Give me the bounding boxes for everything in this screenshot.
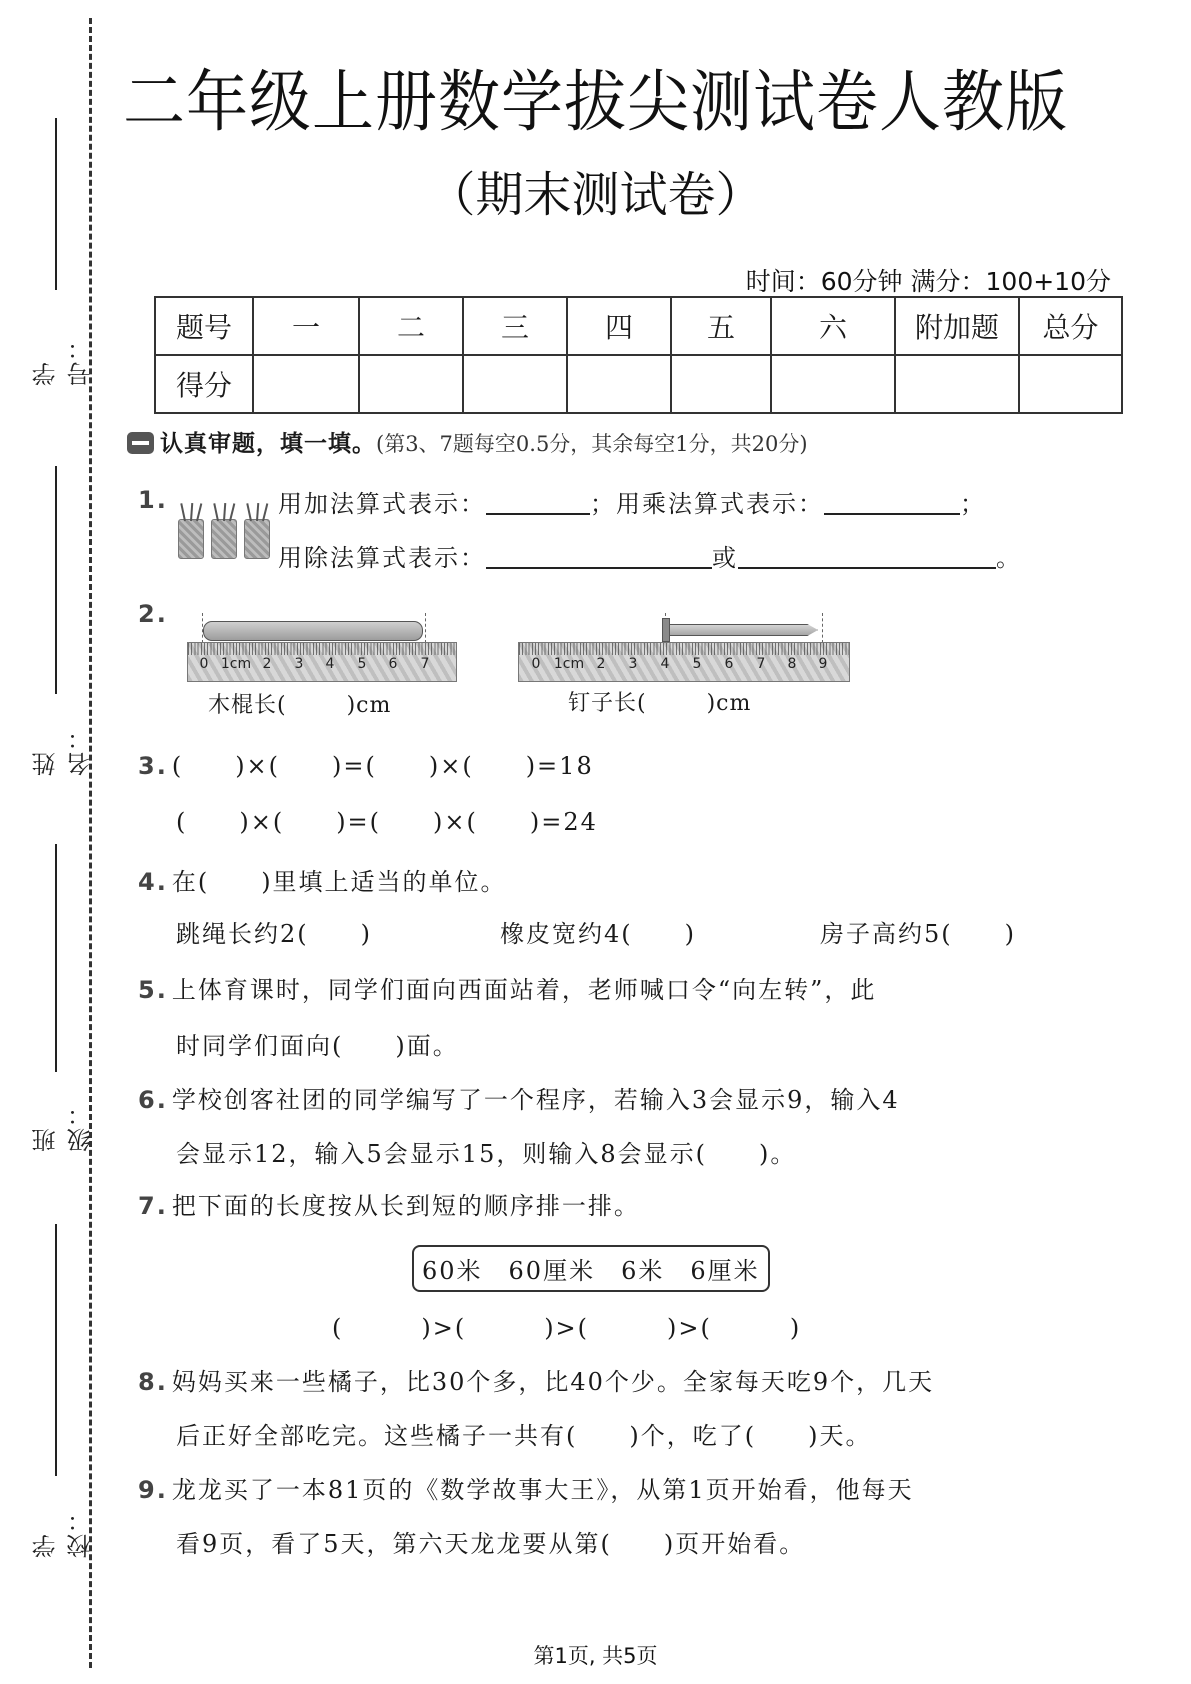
- question-7-options-box: 60米 60厘米 6米 6厘米: [412, 1245, 770, 1292]
- name-label: 姓名：: [32, 724, 95, 776]
- score-col-6: 六: [771, 297, 895, 355]
- addition-answer-blank[interactable]: [486, 491, 590, 515]
- score-table-header-label: 题号: [155, 297, 253, 355]
- section-number-one-icon: [127, 432, 154, 454]
- question-4-item-2[interactable]: 橡皮宽约4( ): [500, 920, 696, 948]
- score-col-1: 一: [253, 297, 359, 355]
- nail-length-label: 钉子长( )cm: [568, 691, 752, 716]
- wooden-stick-image: [203, 621, 423, 641]
- class-label: 班级：: [32, 1100, 95, 1152]
- score-cell[interactable]: [1019, 355, 1122, 413]
- class-field-line[interactable]: [55, 844, 57, 1072]
- ruler-1: 0 1cm 2 3 4 5 6 7: [187, 642, 457, 682]
- score-cell[interactable]: [895, 355, 1019, 413]
- multiplication-answer-blank[interactable]: [824, 491, 960, 515]
- pencil-cup-icon: [211, 519, 237, 559]
- question-9-line-2[interactable]: 看9页，看了5天，第六天龙龙要从第( )页开始看。: [176, 1530, 806, 1558]
- score-row-label: 得分: [155, 355, 253, 413]
- score-cell[interactable]: [671, 355, 771, 413]
- question-8-line-1: 8. 妈妈买来一些橘子，比30个多，比40个少。全家每天吃9个，几天: [138, 1368, 935, 1396]
- question-4-item-1[interactable]: 跳绳长约2( ): [176, 920, 372, 948]
- score-col-4: 四: [567, 297, 671, 355]
- question-5-line-2[interactable]: 时同学们面向( )面。: [176, 1032, 459, 1060]
- question-3-line-1: 3. ( )×( )=( )×( )=18: [138, 752, 594, 780]
- score-col-2: 二: [359, 297, 463, 355]
- score-table-header-row: [155, 297, 1122, 355]
- student-id-label: 学号：: [32, 334, 95, 386]
- nail-image: [666, 624, 818, 636]
- score-cell[interactable]: [463, 355, 567, 413]
- question-4-text: 4. 在( )里填上适当的单位。: [138, 868, 507, 896]
- question-7-text: 7. 把下面的长度按从长到短的顺序排一排。: [138, 1192, 640, 1220]
- measure-guide: [425, 613, 426, 643]
- ruler-2: 0 1cm 2 3 4 5 6 7 8 9: [518, 642, 850, 682]
- question-3-line-2[interactable]: ( )×( )=( )×( )=24: [176, 808, 598, 836]
- question-2-number: 2.: [138, 600, 168, 628]
- section-heading: [127, 425, 808, 458]
- score-cell[interactable]: [359, 355, 463, 413]
- page-indicator: 第1页, 共5页: [533, 1644, 658, 1668]
- name-field-line[interactable]: [55, 466, 57, 694]
- pencil-cup-icon: [178, 519, 204, 559]
- division-answer-blank-2[interactable]: [738, 545, 996, 569]
- question-1-number: 1.: [138, 486, 168, 514]
- measure-guide: [822, 613, 823, 643]
- section-note: (第3、7题每空0.5分，其余每空1分，共20分): [376, 432, 808, 456]
- score-col-bonus: 附加题: [895, 297, 1019, 355]
- pencil-cup-icon: [244, 519, 270, 559]
- score-cell[interactable]: [567, 355, 671, 413]
- school-field-line[interactable]: [55, 1224, 57, 1476]
- page-subtitle: （期末测试卷）: [427, 167, 764, 223]
- question-8-line-2[interactable]: 后正好全部吃完。这些橘子一共有( )个，吃了( )天。: [176, 1422, 872, 1450]
- division-answer-blank-1[interactable]: [486, 545, 712, 569]
- question-6-line-1: 6. 学校创客社团的同学编写了一个程序，若输入3会显示9，输入4: [138, 1086, 900, 1114]
- section-title: 认真审题，填一填。: [160, 431, 376, 457]
- question-5-line-1: 5. 上体育课时，同学们面向西面站着，老师喊口令“向左转”，此: [138, 976, 877, 1004]
- cut-line: [89, 18, 92, 1668]
- score-table-score-row: [155, 355, 1122, 413]
- score-table: [154, 296, 1123, 414]
- question-7-answer-line[interactable]: ( )>( )>( )>( ): [332, 1314, 802, 1342]
- stick-length-label: 木棍长( )cm: [208, 693, 392, 718]
- score-cell[interactable]: [253, 355, 359, 413]
- score-col-total: 总分: [1019, 297, 1122, 355]
- score-col-3: 三: [463, 297, 567, 355]
- question-4-item-3[interactable]: 房子高约5( ): [820, 920, 1016, 948]
- nail-head: [662, 618, 670, 642]
- question-6-line-2[interactable]: 会显示12，输入5会显示15，则输入8会显示( )。: [176, 1140, 797, 1168]
- question-1-line-2: 用除法算式表示： 或 。: [278, 544, 1022, 572]
- school-label: 学校：: [32, 1506, 95, 1558]
- exam-meta: 时间：60分钟 满分：100+10分: [745, 267, 1111, 296]
- pencil-cups-image: [178, 503, 270, 559]
- score-cell[interactable]: [771, 355, 895, 413]
- page-title: 二年级上册数学拔尖测试卷人教版: [122, 62, 1068, 142]
- question-1-line-1: 用加法算式表示： ；用乘法算式表示： ；: [278, 490, 986, 518]
- question-9-line-1: 9. 龙龙买了一本81页的《数学故事大王》，从第1页开始看，他每天: [138, 1476, 914, 1504]
- score-col-5: 五: [671, 297, 771, 355]
